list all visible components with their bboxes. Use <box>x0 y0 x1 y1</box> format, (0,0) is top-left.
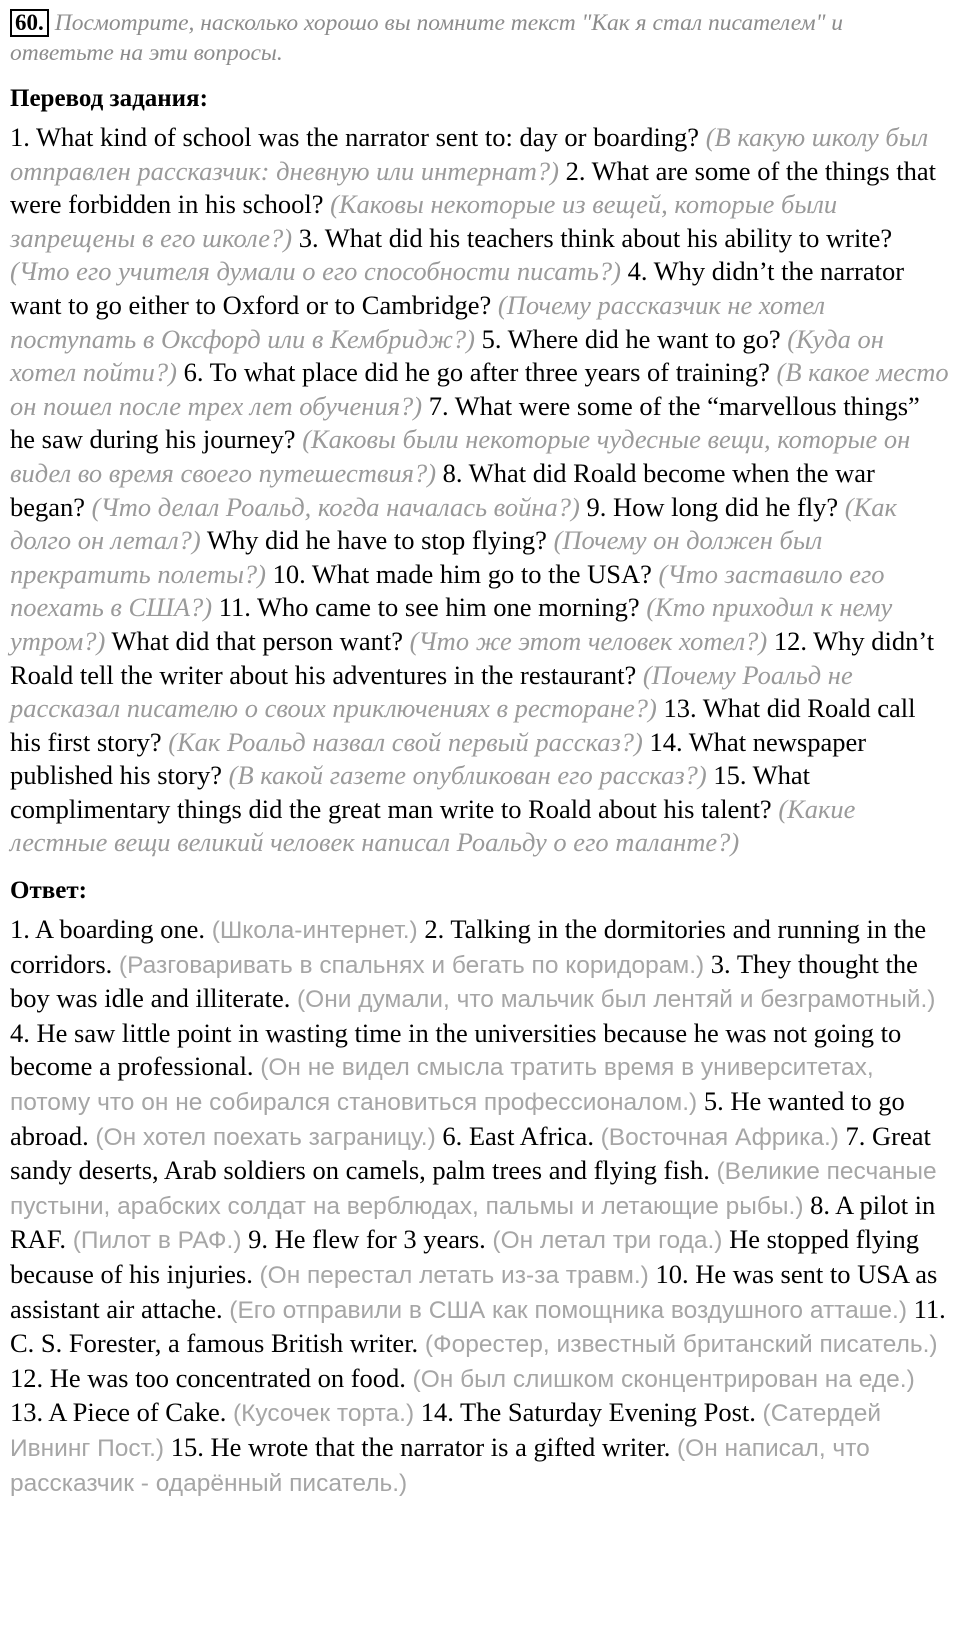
question-text: 5. Where did he want to go? <box>481 323 781 354</box>
answer-translation: (Великие песчаные пустыни, арабских солдат на верблюдах, пальмы и летающие рыбы.) <box>10 1158 937 1220</box>
question-translation: (Как Роальд назвал свой первый рассказ?) <box>168 726 643 757</box>
question-translation: (В какое место он пошел после трех лет обучения?) <box>10 357 949 421</box>
answer-text: 11. C. S. Forester, a famous British writer. <box>10 1293 946 1359</box>
answer-text: He stopped flying because of his injuries. <box>10 1224 919 1289</box>
question-text: 4. Why didn’t the narrator want to go either to Oxford or to Cambridge? <box>10 256 905 320</box>
question-translation: (Каковы были некоторые чудесные вещи, которые он видел во время своего путешествия?) <box>10 424 911 488</box>
question-text: 10. What made him go to the USA? <box>272 558 652 589</box>
question-text: Why did he have to stop flying? <box>206 525 547 556</box>
question-text: 13. What did Roald call his first story? <box>10 693 916 757</box>
question-text: 12. Why didn’t Roald tell the writer about his adventures in the restaurant? <box>10 625 935 690</box>
answer-text: 1. A boarding one. <box>10 914 206 945</box>
answer-text: 2. Talking in the dormitories and running in the corridors. <box>10 914 927 979</box>
answer-translation: (Они думали, что мальчик был лентяй и безграмотный.) <box>297 986 936 1014</box>
answer-text: 5. He wanted to go abroad. <box>10 1086 905 1151</box>
question-text: 15. What complimentary things did the great man write to Roald about his talent? <box>10 760 811 824</box>
answer-text: 15. He wrote that the narrator is a gifted writer. <box>170 1431 671 1462</box>
question-text: 2. What are some of the things that were forbidden in his school? <box>10 155 937 220</box>
answer-text: 7. Great sandy deserts, Arab soldiers on camels, palm trees and flying fish. <box>10 1120 931 1186</box>
answers-paragraph <box>10 913 950 1500</box>
question-translation: (Что его учителя думали о его способности писать?) <box>10 256 621 287</box>
answer-translation: (Он не видел смысла тратить время в университетах, потому что он не собирался становиться профессионалом.) <box>10 1054 874 1117</box>
question-translation: (Что делал Роальд, когда началась война?) <box>91 491 580 522</box>
question-translation: (Почему он должен был прекратить полеты?) <box>10 525 823 589</box>
question-translation: (В какой газете опубликован его рассказ?) <box>228 760 707 791</box>
answer-heading: Ответ: <box>10 877 87 905</box>
question-translation: (Что заставило его поехать в США?) <box>10 558 885 623</box>
question-translation: (Почему рассказчик не хотел поступать в Оксфорд или в Кембридж?) <box>10 289 826 354</box>
answer-text: 14. The Saturday Evening Post. <box>420 1397 756 1428</box>
answer-text: 13. A Piece of Cake. <box>10 1397 227 1428</box>
task-prompt: Посмотрите, насколько хорошо вы помните текст "Как я стал писателем" и ответьте на эти вопросы. <box>10 10 844 66</box>
answer-translation: (Форестер, известный британский писатель.) <box>424 1331 938 1359</box>
answer-translation: (Школа-интернет.) <box>211 917 418 945</box>
answer-translation: (Разговаривать в спальнях и бегать по коридорам.) <box>118 951 705 979</box>
question-text: 3. What did his teachers think about his ability to write? <box>298 222 893 253</box>
question-translation: (Что же этот человек хотел?) <box>409 625 768 656</box>
answer-translation: (Он летал три года.) <box>492 1227 723 1255</box>
question-text: What did that person want? <box>111 625 403 656</box>
answer-translation: (Кусочек торта.) <box>233 1400 415 1428</box>
answer-translation: (Он написал, что рассказчик - одарённый писатель.) <box>10 1434 870 1497</box>
translation-heading: Перевод задания: <box>10 85 208 112</box>
answer-translation: (Он был слишком сконцентрирован на еде.) <box>412 1365 915 1393</box>
answer-translation: (Сатердей Ивнинг Пост.) <box>10 1400 882 1462</box>
question-text: 14. What newspaper published his story? <box>10 726 867 791</box>
answer-translation: (Он перестал летать из-за травм.) <box>259 1262 649 1289</box>
answer-text: 6. East Africa. <box>442 1120 594 1151</box>
question-text: 11. Who came to see him one morning? <box>218 592 640 623</box>
question-text: 7. What were some of the “marvellous things” he saw during his journey? <box>10 390 920 455</box>
question-text: 1. What kind of school was the narrator sent to: day or boarding? <box>10 122 700 152</box>
question-translation: (В какую школу был отправлен рассказчик: дневную или интернат?) <box>10 122 929 186</box>
question-translation: (Кто приходил к нему утром?) <box>10 592 893 656</box>
question-translation: (Каковы некоторые из вещей, которые были запрещены в его школе?) <box>10 189 838 253</box>
question-translation: (Какие лестные вещи великий человек написал Роальду о его таланте?) <box>10 793 856 858</box>
question-translation: (Куда он хотел пойти?) <box>10 323 884 388</box>
answer-translation: (Восточная Африка.) <box>600 1123 839 1151</box>
question-text: 6. To what place did he go after three years of training? <box>183 357 770 388</box>
answer-text: 12. He was too concentrated on food. <box>10 1362 406 1393</box>
answer-translation: (Он хотел поехать заграницу.) <box>95 1123 436 1151</box>
task-number: 60. <box>10 9 49 37</box>
answer-text: 4. He saw little point in wasting time in the universities because he was not going to become a professional. <box>10 1017 902 1082</box>
question-text: 9. How long did he fly? <box>586 491 839 522</box>
question-translation: (Почему Роальд не рассказал писателю о своих приключениях в ресторане?) <box>10 659 853 724</box>
question-translation: (Как долго он летал?) <box>10 491 897 556</box>
answer-text: 3. They thought the boy was idle and illiterate. <box>10 948 918 1014</box>
answer-translation: (Пилот в РАФ.) <box>72 1227 242 1255</box>
answer-translation: (Его отправили в США как помощника воздушного атташе.) <box>229 1296 907 1324</box>
answer-text: 10. He was sent to USA as assistant air attache. <box>10 1259 938 1324</box>
exercise-page <box>10 8 950 1500</box>
answer-text: 8. A pilot in RAF. <box>10 1189 936 1255</box>
questions-paragraph <box>10 121 950 860</box>
question-text: 8. What did Roald become when the war began? <box>10 457 875 522</box>
answer-text: 9. He flew for 3 years. <box>248 1224 486 1255</box>
task-header <box>10 8 950 68</box>
